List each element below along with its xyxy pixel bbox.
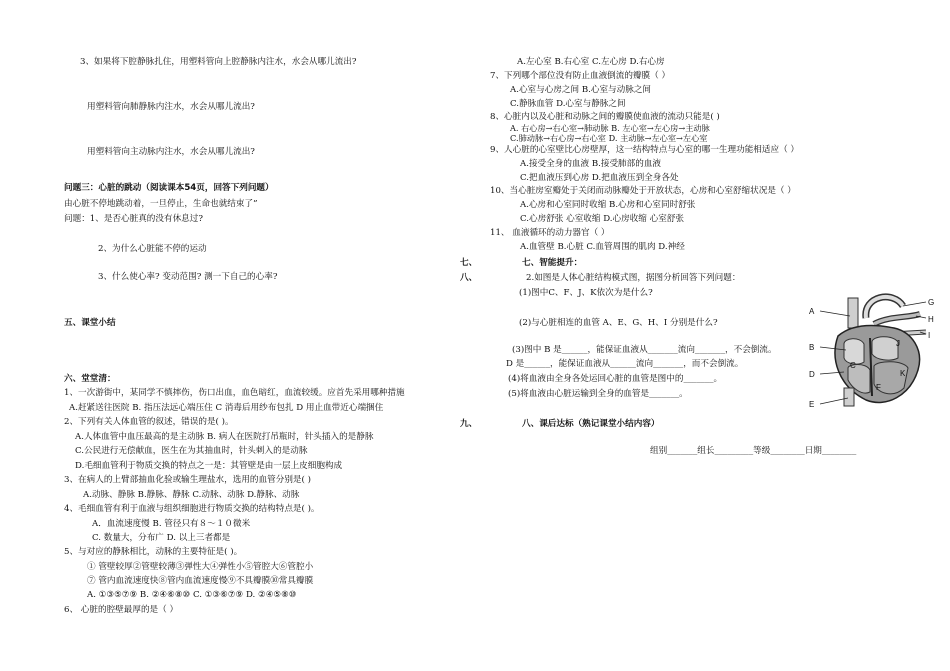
- quiz-line: ① 管壁较厚②管壁较薄③弹性大④弹性小⑤管腔大⑥管腔小: [87, 562, 314, 572]
- quiz-line: 1、一次游街中，某同学不慎摔伤，伤口出血，血色暗红，血流较缓。应首先采用哪种措施: [64, 388, 405, 398]
- q9-ab: A.接受全身的血液 B.接受肺部的血液: [520, 159, 662, 169]
- q7-ab: A.心室与心房之间 B.心室与动脉之间: [510, 85, 652, 95]
- figure-label-f: F: [876, 383, 881, 392]
- q8-cd: C.肺动脉→右心房→右心室 D. 主动脉→左心室→左心室: [510, 133, 708, 143]
- q7: 7、下列哪个部位没有防止血液倒流的瓣膜（ ）: [490, 71, 671, 81]
- q11-options: A.血管壁 B.心脏 C.血管周围的肌肉 D.神经: [520, 242, 685, 252]
- s7-q2-1: (1)图中C、F、J、K依次为是什么?: [519, 288, 653, 298]
- quiz-line: C. 数量大，分布广 D. 以上三者都是: [92, 533, 231, 543]
- problem3-q1: 问题：1、是否心脏真的没有休息过?: [64, 214, 203, 224]
- heart-diagram: [808, 288, 938, 413]
- group-line: 组别_______组长_________等级________日期________: [650, 446, 857, 456]
- s7-q2-4: (4)将血液由全身各处运回心脏的血管是图中的_______。: [508, 374, 723, 384]
- s7-q2-3b: D 是______，能保证血液从______流向_______，而不会倒流。: [506, 359, 744, 369]
- s7-q2-5: (5)将血液由心脏运输到全身的血管是_______。: [508, 389, 688, 399]
- quiz-line: A.动脉、静脉 B.静脉、静脉 C.动脉、动脉 D.静脉、动脉: [83, 490, 300, 500]
- quiz-line: 4、毛细血管有利于血液与组织细胞进行物质交换的结构特点是( )。: [64, 504, 320, 514]
- q9: 9、人心脏的心室壁比心房壁厚，这一结构特点与心室的哪一生理功能相适应（ ）: [490, 145, 799, 155]
- q3-sub1: 用塑料管向肺静脉内注水，水会从哪儿流出?: [87, 102, 255, 112]
- s7-q2-3a: (3)图中 B 是______，能保证血液从_______流向_______，不会倒流。: [512, 345, 777, 355]
- figure-label-a: A: [809, 307, 815, 316]
- q10-ab: A.心房和心室同时收缩 B.心房和心室同时舒张: [520, 200, 696, 210]
- s7-q2: 2.如图是人体心脏结构模式图，据图分析回答下列问题：: [526, 273, 741, 283]
- quiz-line: A.赶紧送往医院 B. 指压法远心端压住 C 消毒后用纱布包扎 D 用止血带近心端捆住: [69, 403, 384, 413]
- problem3-q3: 3、什么使心率? 变动范围? 测一下自己的心率?: [98, 272, 278, 282]
- summary-title: 五、课堂小结: [64, 318, 116, 328]
- q3-sub2: 用塑料管向主动脉内注水，水会从哪儿流出?: [87, 147, 255, 157]
- q3-main: 3、如果将下腔静脉扎住，用塑料管向上腔静脉内注水，水会从哪儿流出?: [80, 57, 357, 67]
- quiz-line: ⑦ 管内血流速度快⑧管内血流速度慢⑨不具瓣膜⑩常具瓣膜: [87, 576, 314, 586]
- section7-title: 七、智能提升：: [522, 258, 583, 268]
- problem3-intro: 由心脏不停地跳动着，一旦停止，生命也就结束了”: [64, 199, 258, 209]
- q7-cd: C.静脉血管 D.心室与静脉之间: [510, 99, 626, 109]
- figure-label-h: H: [928, 315, 934, 324]
- margin-numeral-7: 七、: [460, 258, 478, 268]
- s7-q2-2: (2)与心脏相连的血管 A、E、G、H、I 分别是什么?: [519, 318, 718, 328]
- quiz-line: A. ①③⑤⑦⑨ B. ②④⑥⑧⑩ C. ①③⑥⑦⑨ D. ②④⑤⑧⑩: [87, 590, 297, 600]
- figure-label-d: D: [809, 370, 815, 379]
- q6-options: A.左心室 B.右心室 C.左心房 D.右心房: [517, 57, 665, 67]
- quiz-line: 6、 心脏的腔壁最厚的是（ ）: [64, 605, 179, 615]
- problem3-q2: 2、为什么心脏能不停的运动: [98, 244, 207, 254]
- quiz-title: 六、堂堂清：: [64, 374, 116, 384]
- q9-cd: C.把血液压到心房 D.把血液压到全身各处: [520, 173, 679, 183]
- section8-title: 八、课后达标（熟记课堂小结内容）: [522, 419, 660, 429]
- q8-ab: A. 右心房→右心室→肺动脉 B. 左心室→左心房→主动脉: [510, 123, 710, 133]
- figure-label-b: B: [809, 343, 815, 352]
- quiz-line: 3、在病人的上臂部抽血化验或输生理盐水，选用的血管分别是( ): [64, 475, 311, 485]
- margin-numeral-8: 八、: [460, 273, 478, 283]
- q8: 8、心脏内以及心脏和动脉之间的瓣膜使血液的流动只能是( ): [490, 112, 720, 122]
- problem3-title: 问题三：心脏的跳动（阅读课本54页，回答下列问题）: [64, 183, 274, 193]
- figure-label-k: K: [900, 369, 906, 378]
- q11: 11、 血液循环的动力器官（ ）: [490, 228, 610, 238]
- q10-cd: C.心房舒张 心室收缩 D.心房收缩 心室舒张: [520, 214, 685, 224]
- quiz-line: A.人体血管中血压最高的是主动脉 B. 病人在医院打吊瓶时，针头插入的是静脉: [75, 432, 374, 442]
- quiz-line: C.公民进行无偿献血，医生在为其抽血时，针头刺入的是动脉: [75, 446, 308, 456]
- quiz-line: 2、下列有关人体血管的叙述，错误的是( )。: [64, 417, 234, 427]
- figure-label-i: I: [928, 331, 931, 340]
- figure-label-e: E: [809, 400, 815, 409]
- quiz-line: A．血流速度慢 B. 管径只有８～１０微米: [92, 519, 251, 529]
- quiz-line: 5、与对应的静脉相比，动脉的主要特征是( )。: [64, 547, 243, 557]
- quiz-line: D.毛细血管利于物质交换的特点之一是：其管壁是由一层上皮细胞构成: [75, 461, 343, 471]
- q10: 10、当心脏房室瓣处于关闭而动脉瓣处于开放状态，心房和心室舒缩状况是（ ）: [490, 186, 796, 196]
- margin-numeral-9: 九、: [460, 419, 478, 429]
- figure-label-j: J: [896, 339, 900, 348]
- figure-label-c: C: [850, 361, 856, 370]
- figure-label-g: G: [928, 298, 935, 307]
